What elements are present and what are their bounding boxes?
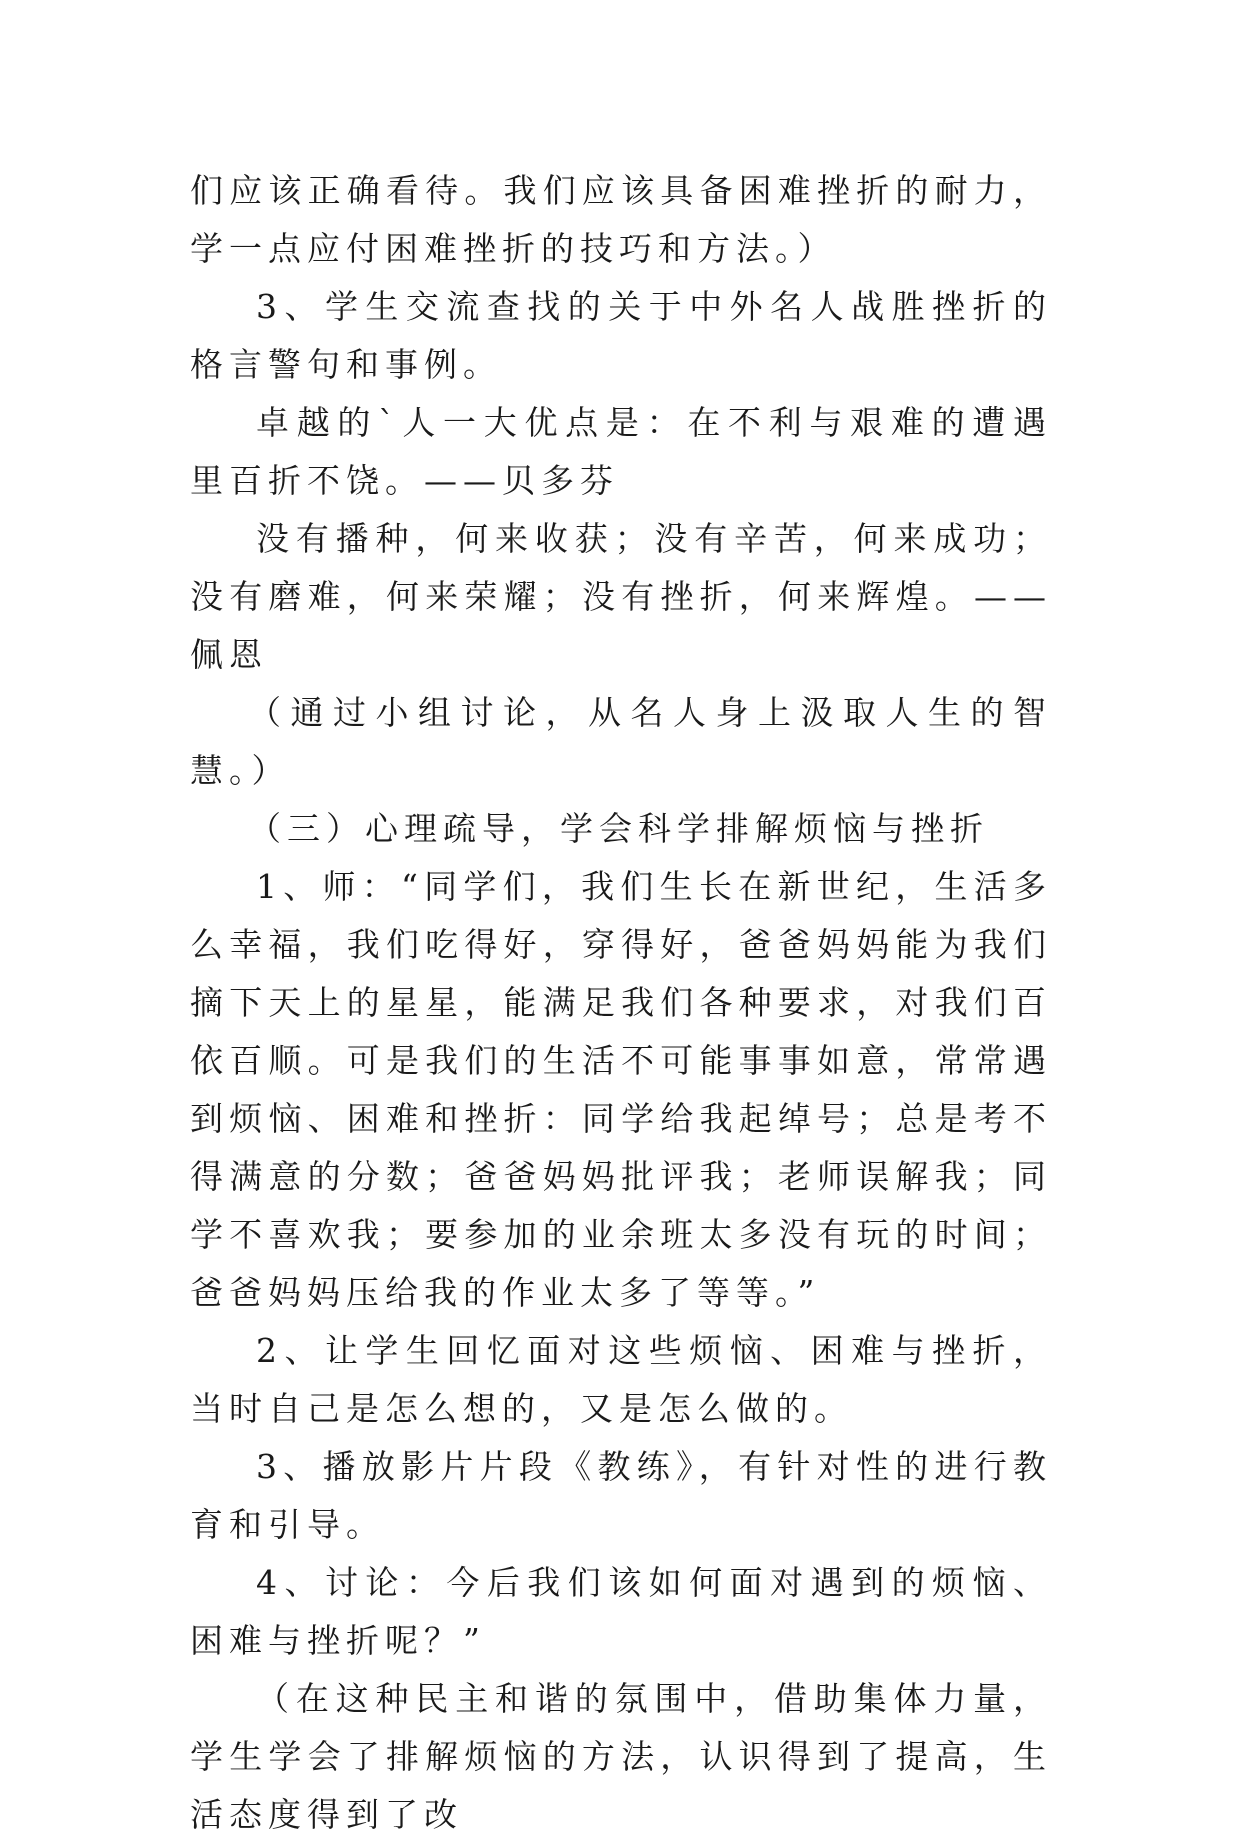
paragraph-5-note: （通过小组讨论，从名人身上汲取人生的智慧。） [190,693,1052,790]
paragraph-10: 4、讨论：今后我们该如何面对遇到的烦恼、困难与挫折呢？” [190,1563,1052,1660]
paragraph-3-quote-beethoven: 卓越的`人一大优点是：在不利与艰难的遭遇里百折不饶。——贝多芬 [190,403,1052,500]
paragraph-11-note: （在这种民主和谐的氛围中，借助集体力量，学生学会了排解烦恼的方法，认识得到了提高，生活态度得到了改 [190,1679,1052,1834]
paragraph-4-quote-paine: 没有播种，何来收获；没有辛苦，何来成功；没有磨难，何来荣耀；没有挫折，何来辉煌。——佩恩 [190,519,1052,674]
paragraph-9: 3、播放影片片段《教练》，有针对性的进行教育和引导。 [190,1447,1052,1544]
paragraph-1: 们应该正确看待。我们应该具备困难挫折的耐力，学一点应付困难挫折的技巧和方法。） [190,171,1052,268]
document-body [190,162,1052,1844]
paragraph-7-teacher-speech: 1、师：“同学们，我们生长在新世纪，生活多么幸福，我们吃得好，穿得好，爸爸妈妈能为我们摘下天上的星星，能满足我们各种要求，对我们百依百顺。可是我们的生活不可能事事如意，常常遇到烦恼、困难和挫折：同学给我起绰号；总是考不得满意的分数；爸爸妈妈批评我；老师误解我；同学不喜欢我；要参加的业余班太多没有玩的时间；爸爸妈妈压给我的作业太多了等等。” [190,867,1052,1312]
paragraph-2: 3、学生交流查找的关于中外名人战胜挫折的格言警句和事例。 [190,287,1052,384]
section-heading-3: （三）心理疏导，学会科学排解烦恼与挫折 [248,809,989,848]
paragraph-8: 2、让学生回忆面对这些烦恼、困难与挫折，当时自己是怎么想的，又是怎么做的。 [190,1331,1052,1428]
